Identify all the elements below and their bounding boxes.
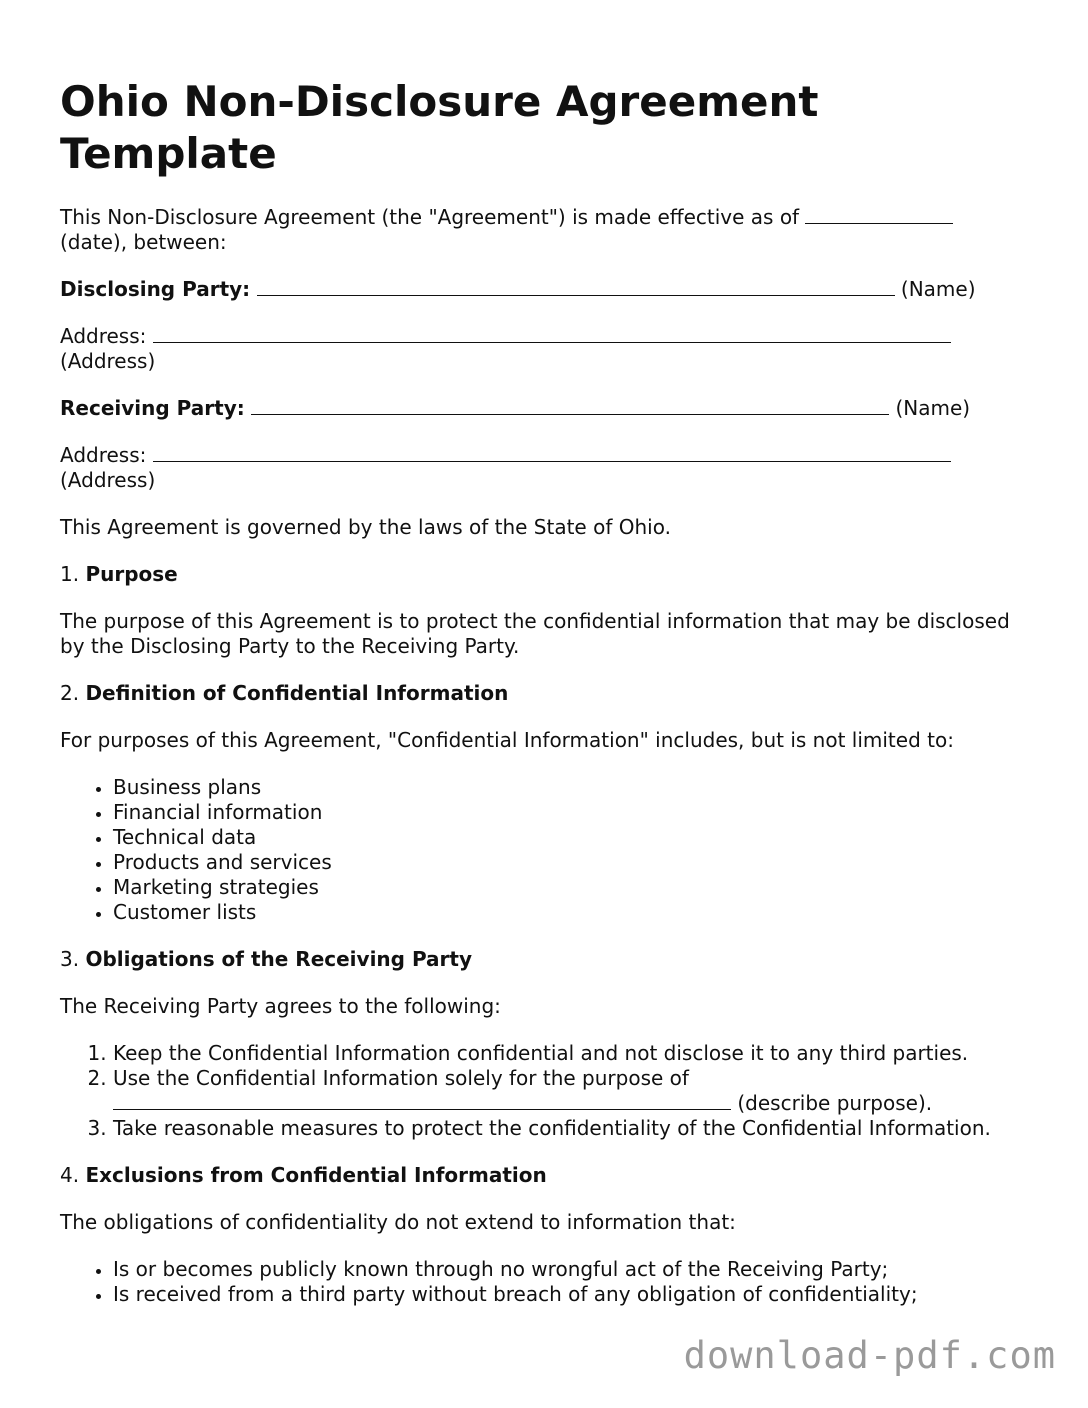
section-1-title: Purpose (85, 562, 178, 586)
section-4-text: The obligations of confidentiality do not extend to information that: (60, 1210, 736, 1234)
watermark: download-pdf.com (683, 1334, 1056, 1377)
disclosing-address-line (60, 324, 1035, 374)
section-3-title: Obligations of the Receiving Party (85, 947, 473, 971)
section-3-text: The Receiving Party agrees to the following: (60, 994, 501, 1018)
section-4-heading (60, 1163, 1035, 1188)
list-item: • Is received from a third party without breach of any obligation of confidentiality; (113, 1282, 1035, 1307)
list-item: 1. Keep the Confidential Information confidential and not disclose it to any third parties. (113, 1041, 1035, 1066)
section-2-title: Definition of Confidential Information (85, 681, 509, 705)
disclosing-address-blank[interactable] (153, 324, 951, 343)
disclosing-address-hint: (Address) (60, 349, 156, 373)
section-3-heading (60, 947, 1035, 972)
purpose-hint: (describe purpose). (737, 1091, 933, 1115)
receiving-address-hint: (Address) (60, 468, 156, 492)
list-item: 3. Take reasonable measures to protect the confidentiality of the Confidential Information. (113, 1116, 1035, 1141)
confidential-info-list (60, 775, 1035, 925)
disclosing-name-blank[interactable] (257, 277, 895, 296)
section-1-text: The purpose of this Agreement is to protect the confidential information that may be disclosed by the Disclosing Party to the Receiving Party. (60, 609, 1010, 658)
section-2-text: For purposes of this Agreement, "Confidential Information" includes, but is not limited to: (60, 728, 954, 752)
section-4-number: 4. (60, 1163, 80, 1187)
list-item: • Marketing strategies (113, 875, 1035, 900)
receiving-name-hint: (Name) (895, 396, 971, 420)
date-blank[interactable] (805, 205, 953, 224)
obligations-list (60, 1041, 1035, 1141)
list-item: • Customer lists (113, 900, 1035, 925)
section-1-number: 1. (60, 562, 80, 586)
list-item: • Products and services (113, 850, 1035, 875)
list-item: • Is or becomes publicly known through no wrongful act of the Receiving Party; (113, 1257, 1035, 1282)
governing-law: This Agreement is governed by the laws of the State of Ohio. (60, 515, 671, 539)
receiving-address-label: Address: (60, 443, 147, 467)
disclosing-party-line (60, 277, 1035, 302)
section-1-heading (60, 562, 1035, 587)
section-4-title: Exclusions from Confidential Information (85, 1163, 547, 1187)
purpose-blank[interactable] (113, 1091, 731, 1110)
receiving-party-label: Receiving Party: (60, 396, 245, 420)
list-item: • Technical data (113, 825, 1035, 850)
section-2-heading (60, 681, 1035, 706)
receiving-address-blank[interactable] (153, 443, 951, 462)
date-hint: (date), between: (60, 230, 227, 254)
disclosing-name-hint: (Name) (900, 277, 976, 301)
receiving-name-blank[interactable] (251, 396, 889, 415)
receiving-party-line (60, 396, 1035, 421)
document-body (60, 205, 1035, 1329)
intro-paragraph (60, 205, 1035, 255)
receiving-address-line (60, 443, 1035, 493)
exclusions-list (60, 1257, 1035, 1307)
section-2-number: 2. (60, 681, 80, 705)
section-3-number: 3. (60, 947, 80, 971)
purpose-text: Use the Confidential Information solely for the purpose of (113, 1066, 689, 1090)
intro-text: This Non-Disclosure Agreement (the "Agreement") is made effective as of (60, 205, 800, 229)
list-item (113, 1066, 1035, 1116)
disclosing-address-label: Address: (60, 324, 147, 348)
document-title: Ohio Non-Disclosure Agreement Template (60, 77, 819, 178)
list-item: • Financial information (113, 800, 1035, 825)
disclosing-party-label: Disclosing Party: (60, 277, 251, 301)
list-item: • Business plans (113, 775, 1035, 800)
